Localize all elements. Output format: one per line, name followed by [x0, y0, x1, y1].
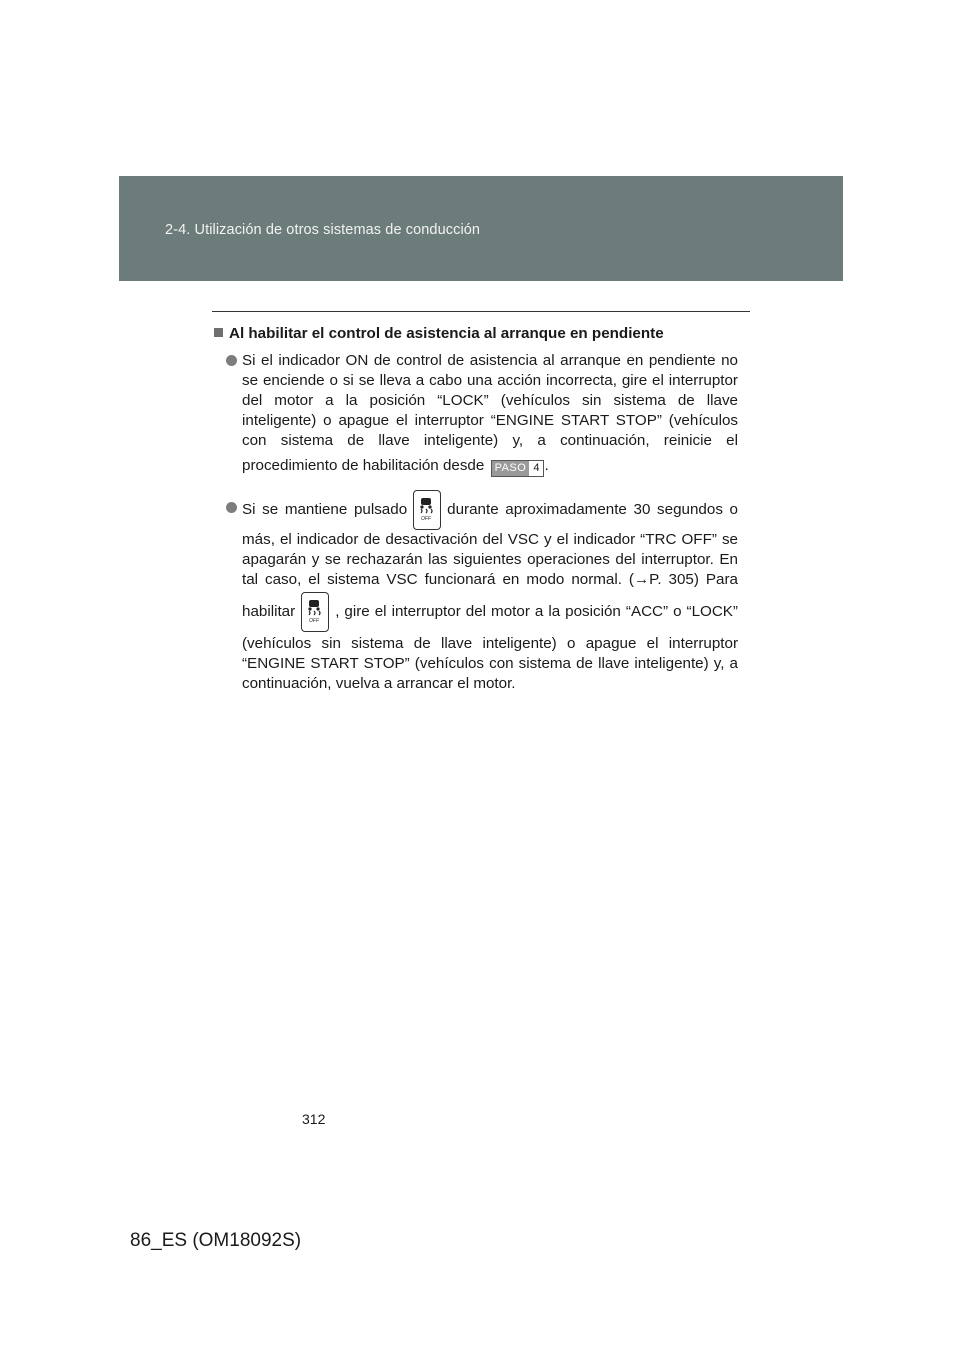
paragraph-line: continuación, vuelva a arrancar el motor.	[242, 675, 516, 693]
circle-bullet-icon	[226, 502, 237, 513]
vsc-off-icon-label: OFF	[421, 516, 432, 522]
step-reference-badge	[491, 460, 545, 477]
bullet-item-1	[214, 351, 738, 481]
vsc-off-switch-icon	[413, 490, 441, 530]
paragraph-line: se enciende o si se lleva a cabo una acción incorrecta, gire el interruptor	[242, 372, 738, 389]
section-heading-text: Al habilitar el control de asistencia al arranque en pendiente	[229, 325, 664, 342]
paragraph-text: .	[544, 457, 549, 474]
bullet-item-2	[214, 490, 738, 694]
main-content	[214, 324, 738, 701]
paragraph-line: apagarán y se rechazarán las siguientes operaciones del interruptor. En	[242, 551, 738, 569]
section-header-band	[119, 176, 843, 281]
paragraph-line	[242, 451, 738, 481]
paragraph-line: con sistema de llave inteligente) y, a continuación, reinicie el	[242, 432, 738, 449]
circle-bullet-icon	[226, 355, 237, 366]
paragraph-text: procedimiento de habilitación desde	[242, 457, 485, 474]
paragraph-line: Si el indicador ON de control de asistencia al arranque en pendiente no	[242, 352, 738, 369]
square-bullet-icon	[214, 328, 223, 337]
section-heading	[214, 324, 738, 344]
vsc-off-switch-icon	[301, 592, 329, 632]
paragraph-line	[242, 590, 738, 634]
paragraph-line: tal caso, el sistema VSC funcionará en modo normal. (→P. 305) Para	[242, 571, 738, 589]
step-reference-number: 4	[533, 462, 540, 474]
step-reference-word: PASO	[492, 461, 530, 476]
paragraph-text: , gire el interruptor del motor a la posición “ACC” o “LOCK”	[335, 603, 738, 621]
section-title: 2-4. Utilización de otros sistemas de conducción	[165, 222, 481, 238]
paragraph-line: más, el indicador de desactivación del VSC y el indicador “TRC OFF” se	[242, 531, 738, 549]
vsc-off-icon-label: OFF	[309, 618, 320, 624]
paragraph-text: habilitar	[242, 603, 296, 621]
document-code: 86_ES (OM18092S)	[130, 1230, 302, 1251]
paragraph-line: “ENGINE START STOP” (vehículos con sistema de llave inteligente) y, a	[242, 655, 738, 673]
paragraph-line: inteligente) o apague el interruptor “ENGINE START STOP” (vehículos	[242, 412, 738, 429]
paragraph-line	[242, 490, 738, 530]
divider-rule	[212, 311, 750, 312]
paragraph-line: del motor a la posición “LOCK” (vehículos sin sistema de llave	[242, 392, 738, 409]
page-number: 312	[302, 1111, 326, 1127]
paragraph-text: durante aproximadamente 30 segundos o	[447, 501, 738, 519]
paragraph-text: Si se mantiene pulsado	[242, 501, 408, 519]
paragraph-line: (vehículos sin sistema de llave inteligente) o apague el interruptor	[242, 635, 738, 653]
